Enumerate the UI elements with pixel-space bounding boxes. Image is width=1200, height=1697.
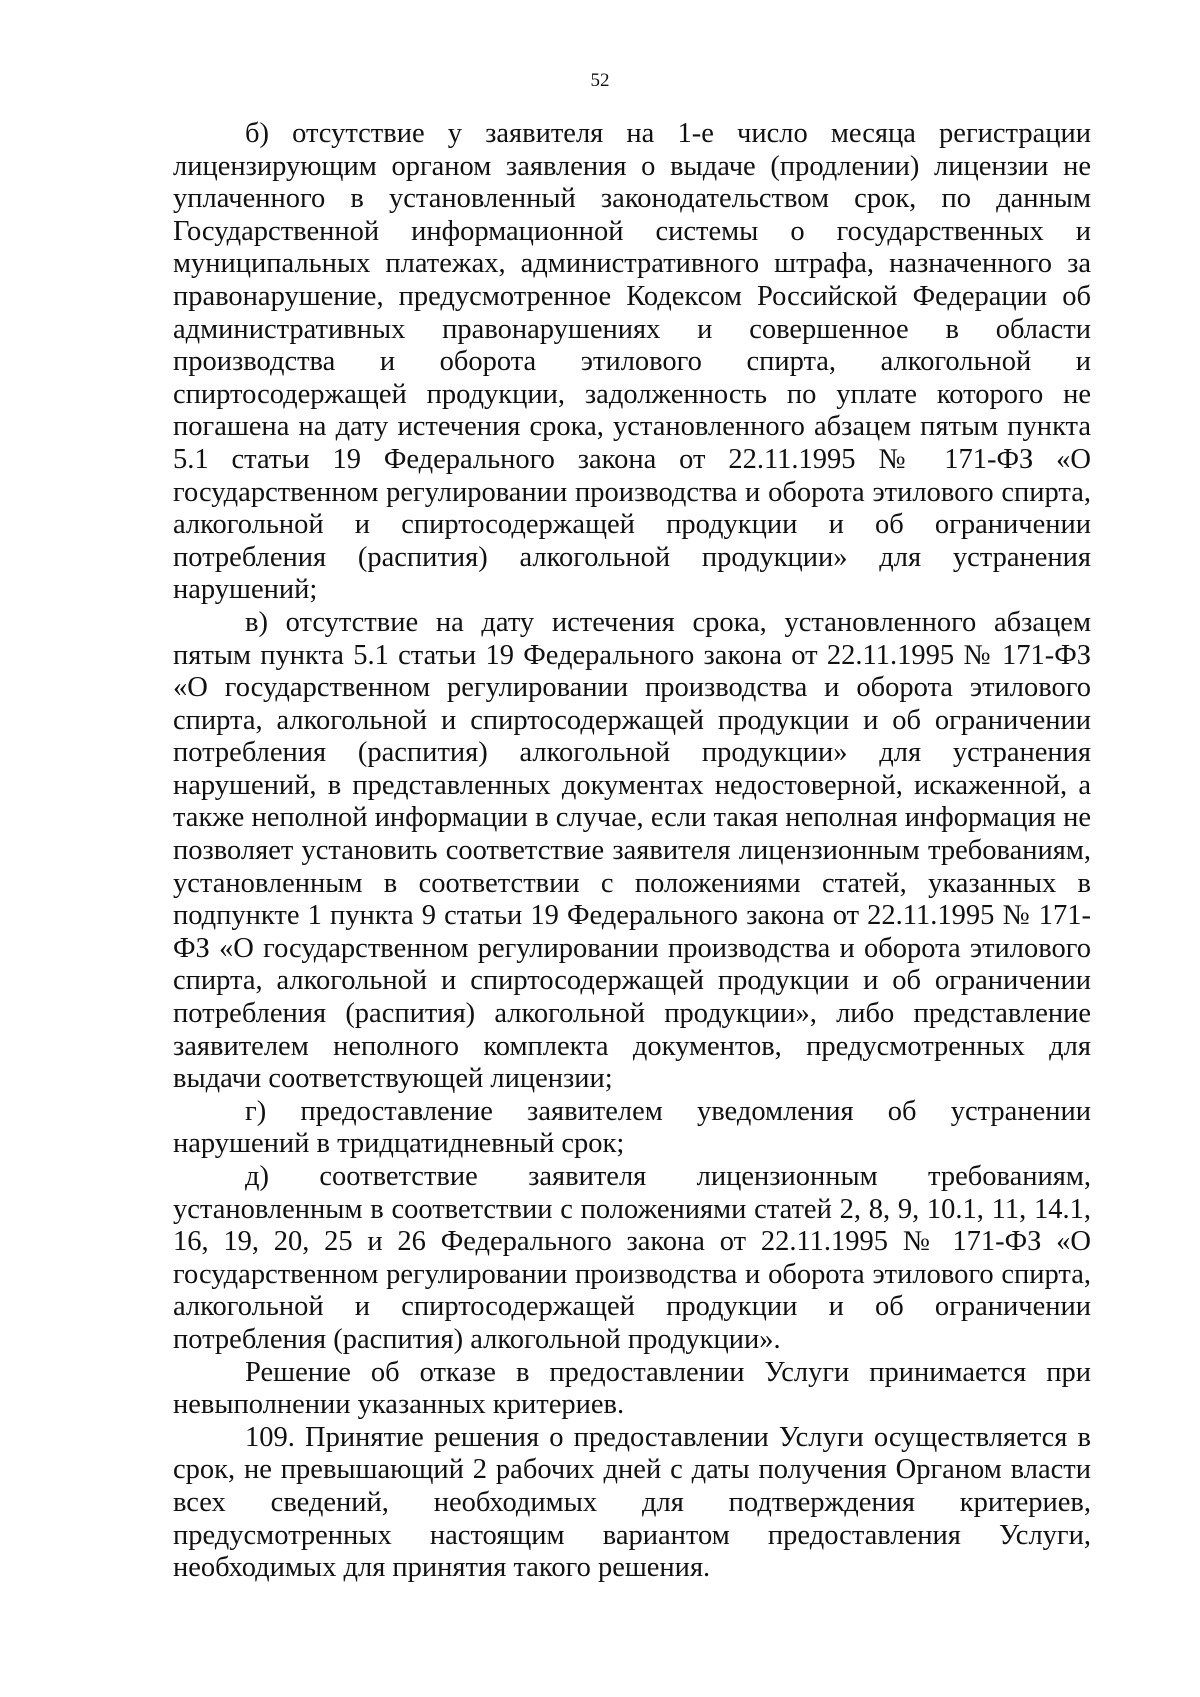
paragraph-g: г) предоставление заявителем уведомления об устранении нарушений в тридцатидневный срок; xyxy=(173,1095,1091,1160)
page-number: 52 xyxy=(590,70,610,91)
document-body xyxy=(173,118,1091,1585)
paragraph-109: 109. Принятие решения о предоставлении Услуги осуществляется в срок, не превышающий 2 рабочих дней с даты получения Органом власти всех сведений, необходимых для подтверждения критериев, предусмотренных настоящим вариантом предоставления Услуги, необходимых для принятия такого решения. xyxy=(173,1421,1091,1584)
paragraph-d: д) соответствие заявителя лицензионным требованиям, установленным в соответствии с положениями статей 2, 8, 9, 10.1, 11, 14.1, 16, 19, 20, 25 и 26 Федерального закона от 22.11.1995 № 171-ФЗ «О государственном регулировании производства и оборота этилового спирта, алкогольной и спиртосодержащей продукции и об ограничении потребления (распития) алкогольной продукции». xyxy=(173,1161,1091,1355)
paragraph-b: б) отсутствие у заявителя на 1-е число месяца регистрации лицензирующим органом заявления о выдаче (продлении) лицензии не уплаченного в установленный законодательством срок, по данным Государственной информационной системы о государственных и муниципальных платежах, административного штрафа, назначенного за правонарушение, предусмотренное Кодексом Российской Федерации об административных правонарушениях и совершенное в области производства и оборота этилового спирта, алкогольной и спиртосодержащей продукции, задолженность по уплате которого не погашена на дату истечения срока, установленного абзацем пятым пункта 5.1 статьи 19 Федерального закона от 22.11.1995 № 171-ФЗ «О государственном регулировании производства и оборота этилового спирта, алкогольной и спиртосодержащей продукции и об ограничении потребления (распития) алкогольной продукции» для устранения нарушений; xyxy=(173,118,1091,606)
paragraph-v: в) отсутствие на дату истечения срока, установленного абзацем пятым пункта 5.1 статьи 19 Федерального закона от 22.11.1995 № 171-ФЗ «О государственном регулировании производства и оборота этилового спирта, алкогольной и спиртосодержащей продукции и об ограничении потребления (распития) алкогольной продукции» для устранения нарушений, в представленных документах недостоверной, искаженной, а также неполной информации в случае, если такая неполная информация не позволяет установить соответствие заявителя лицензионным требованиям, установленным в соответствии с положениями статей, указанных в подпункте 1 пункта 9 статьи 19 Федерального закона от 22.11.1995 № 171-ФЗ «О государственном регулировании производства и оборота этилового спирта, алкогольной и спиртосодержащей продукции и об ограничении потребления (распития) алкогольной продукции», либо представление заявителем неполного комплекта документов, предусмотренных для выдачи соответствующей лицензии; xyxy=(173,606,1091,1095)
paragraph-refusal-decision: Решение об отказе в предоставлении Услуги принимается при невыполнении указанных критериев. xyxy=(173,1356,1091,1421)
